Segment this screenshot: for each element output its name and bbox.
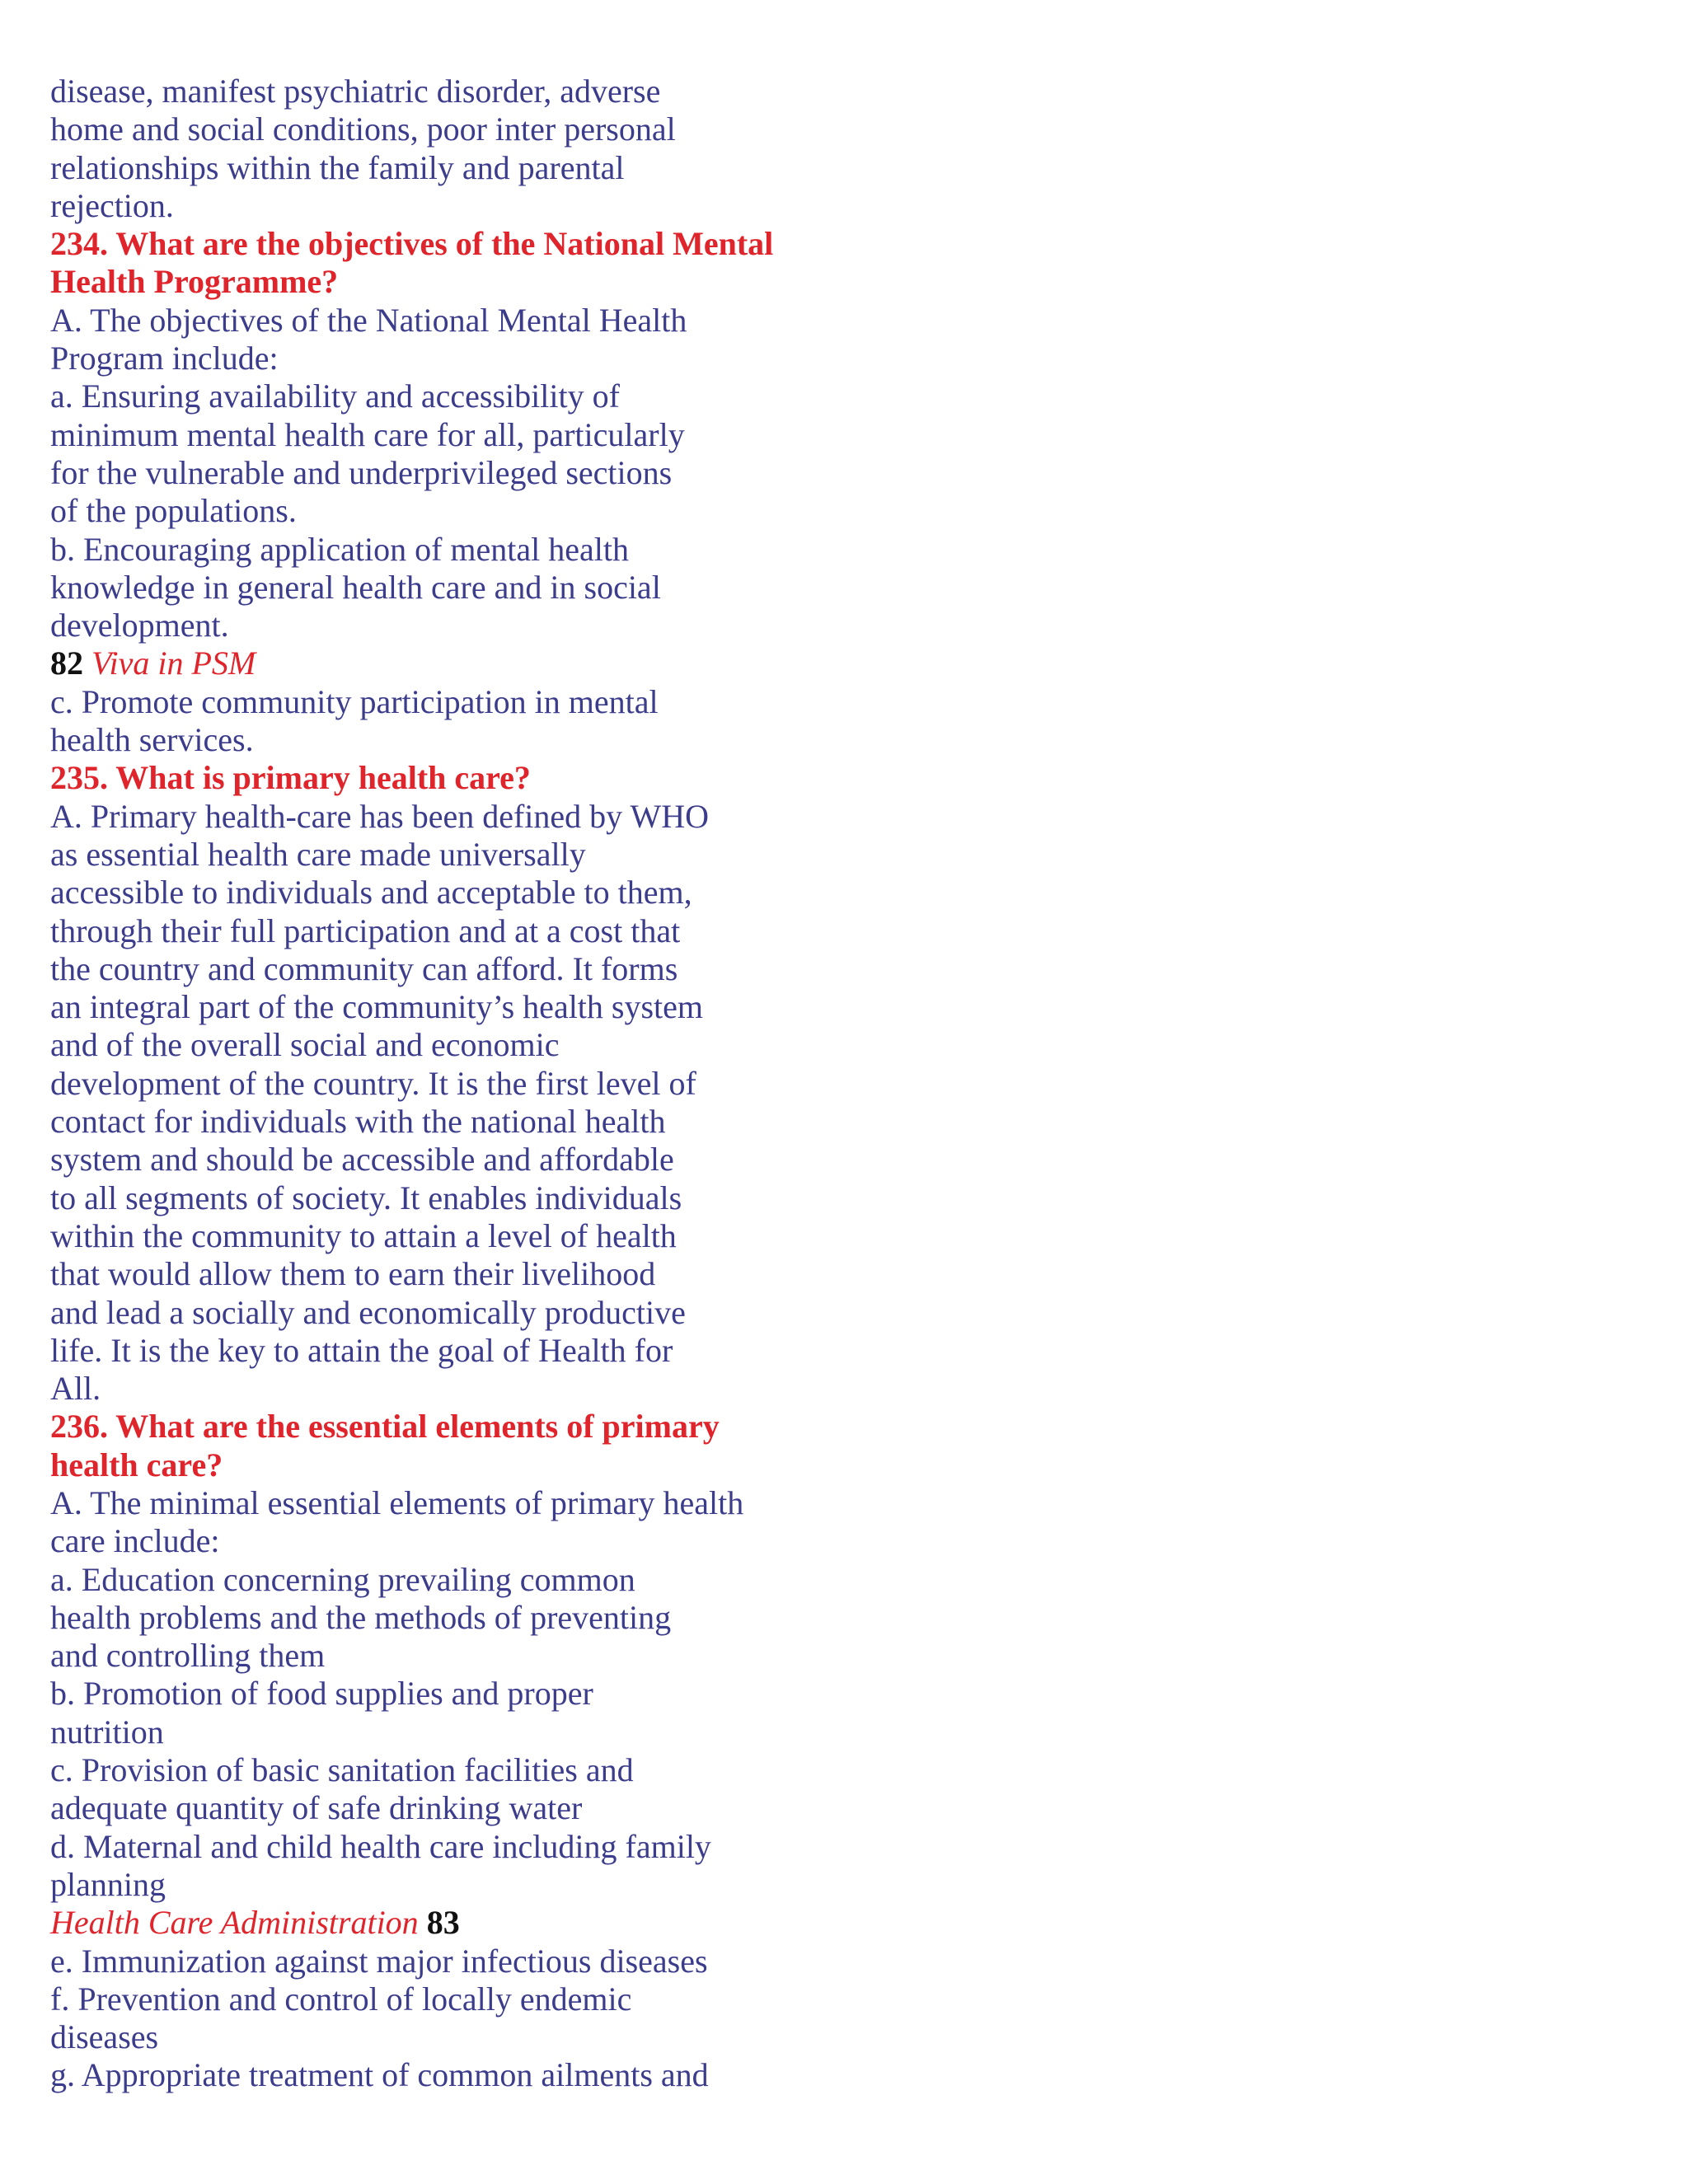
text-line: that would allow them to earn their livelihood xyxy=(50,1255,656,1293)
text-line: diseases xyxy=(50,2018,159,2056)
text-line: and lead a socially and economically productive xyxy=(50,1293,686,1331)
text-line: an integral part of the community’s health system xyxy=(50,988,704,1026)
running-header-82 xyxy=(50,644,874,682)
text-line: health services. xyxy=(50,721,254,759)
running-header-title: Health Care Administration xyxy=(50,1904,419,1942)
text-line: adequate quantity of safe drinking water xyxy=(50,1789,583,1827)
text-line: and controlling them xyxy=(50,1637,326,1675)
question-heading: 235. What is primary health care? xyxy=(50,759,531,797)
running-header-title: Viva in PSM xyxy=(91,644,256,682)
text-line: care include: xyxy=(50,1522,220,1560)
text-line: b. Promotion of food supplies and proper xyxy=(50,1675,593,1713)
text-line: f. Prevention and control of locally endemic xyxy=(50,1980,632,2018)
text-line: c. Provision of basic sanitation facilities and xyxy=(50,1751,634,1789)
text-line: life. It is the key to attain the goal of Health for xyxy=(50,1331,673,1369)
question-235 xyxy=(50,759,874,797)
text-line: accessible to individuals and acceptable to them, xyxy=(50,874,692,912)
text-line: rejection. xyxy=(50,186,174,224)
text-line: contact for individuals with the national health xyxy=(50,1103,666,1141)
text-line: disease, manifest psychiatric disorder, adverse xyxy=(50,73,661,110)
text-line: a. Education concerning prevailing common xyxy=(50,1560,635,1598)
text-line: b. Encouraging application of mental health xyxy=(50,530,629,568)
text-line: d. Maternal and child health care including family xyxy=(50,1827,711,1865)
text-line: to all segments of society. It enables individuals xyxy=(50,1179,682,1216)
text-line: planning xyxy=(50,1865,166,1903)
question-heading: 236. What are the essential elements of primary xyxy=(50,1408,720,1446)
question-heading: 234. What are the objectives of the National Mental xyxy=(50,225,774,263)
text-line: of the populations. xyxy=(50,492,297,530)
text-line: development of the country. It is the first level of xyxy=(50,1064,696,1102)
text-line: Program include: xyxy=(50,340,279,377)
answer-236-continued xyxy=(50,1943,874,2095)
question-236 xyxy=(50,1408,874,1484)
text-line: relationships within the family and parental xyxy=(50,148,625,186)
question-heading: Health Programme? xyxy=(50,263,339,301)
answer-234 xyxy=(50,302,874,645)
text-line: health problems and the methods of preventing xyxy=(50,1598,672,1636)
answer-234-continued xyxy=(50,683,874,760)
text-line: minimum mental health care for all, particularly xyxy=(50,415,685,453)
question-heading: health care? xyxy=(50,1446,223,1483)
text-line: system and should be accessible and affordable xyxy=(50,1141,674,1179)
text-line: e. Immunization against major infectious diseases xyxy=(50,1942,708,1980)
text-line: through their full participation and at a cost that xyxy=(50,912,681,949)
text-line: A. The minimal essential elements of primary health xyxy=(50,1483,744,1521)
running-header-83 xyxy=(50,1904,874,1942)
document-page xyxy=(50,73,874,2095)
text-line: as essential health care made universally xyxy=(50,835,586,873)
text-line: for the vulnerable and underprivileged sections xyxy=(50,453,673,491)
text-line: and of the overall social and economic xyxy=(50,1026,560,1064)
page-number: 83 xyxy=(426,1904,460,1942)
text-line: a. Ensuring availability and accessibility of xyxy=(50,377,620,415)
text-line: development. xyxy=(50,607,229,644)
text-line: the country and community can afford. It forms xyxy=(50,949,678,987)
text-line: home and social conditions, poor inter personal xyxy=(50,110,676,148)
text-line: All. xyxy=(50,1370,101,1408)
text-line: c. Promote community participation in mental xyxy=(50,682,659,720)
text-line: A. The objectives of the National Mental Health xyxy=(50,301,687,339)
text-line: A. Primary health-care has been defined by WHO xyxy=(50,797,709,835)
text-line: within the community to attain a level of health xyxy=(50,1216,677,1254)
text-line: knowledge in general health care and in social xyxy=(50,568,661,606)
text-line: nutrition xyxy=(50,1713,164,1750)
text-line: g. Appropriate treatment of common ailments and xyxy=(50,2056,709,2094)
page-number: 82 xyxy=(50,644,83,682)
continuation-paragraph xyxy=(50,73,874,225)
answer-235 xyxy=(50,798,874,1408)
question-234 xyxy=(50,225,874,302)
answer-236 xyxy=(50,1484,874,1904)
